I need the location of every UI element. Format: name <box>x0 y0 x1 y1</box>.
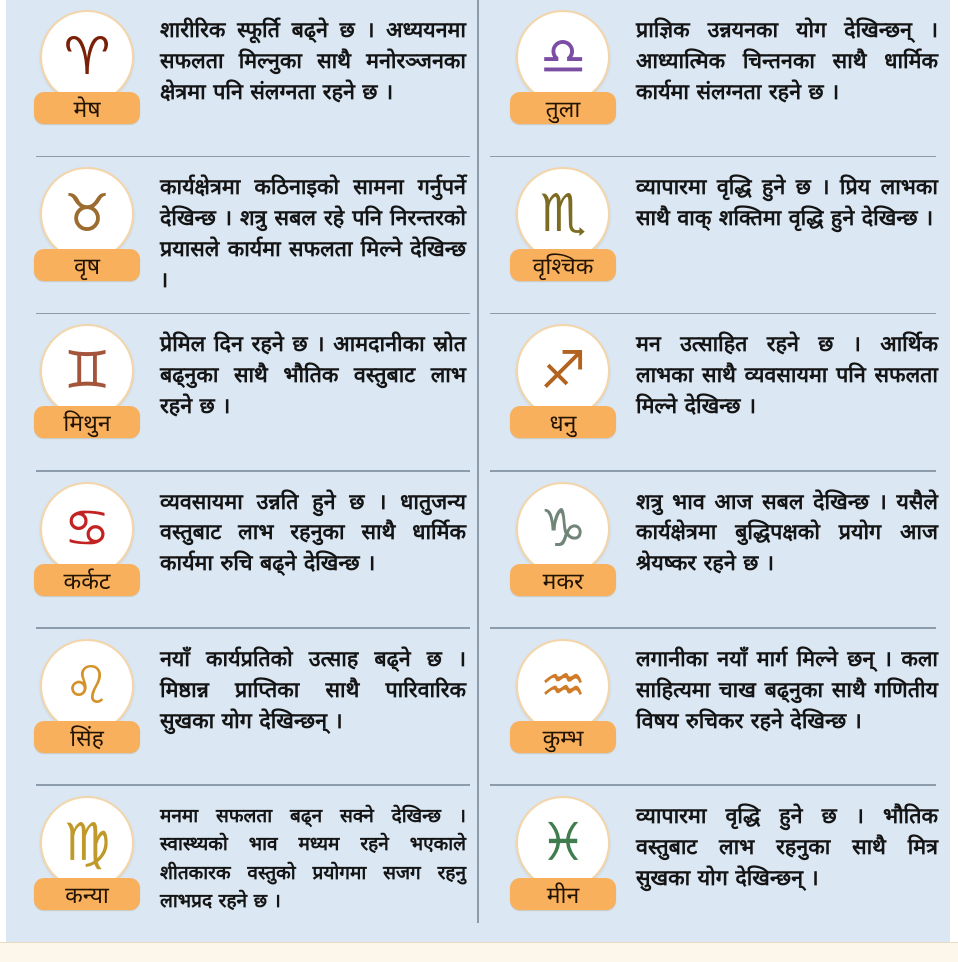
cancer-label-badge: कर्कट <box>34 564 140 596</box>
horoscope-grid <box>6 0 950 943</box>
sign-cell-leo <box>6 629 478 786</box>
sign-cell-virgo <box>6 786 478 943</box>
virgo-icon: ♍ <box>63 812 111 873</box>
virgo-icon-circle <box>40 796 134 890</box>
gemini-sign-block <box>28 324 146 438</box>
footer-strip <box>0 942 958 962</box>
sign-cell-libra <box>478 0 950 157</box>
leo-description: नयाँ कार्यप्रतिको उत्साह बढ्ने छ । मिष्ठान्न प्राप्तिका साथै पारिवारिक सुखका योग देखिन्छन् । <box>160 646 466 734</box>
leo-sign-block <box>28 639 146 753</box>
scorpio-description: व्यापारमा वृद्धि हुने छ । प्रिय लाभका साथै वाक् शक्तिमा वृद्धि हुने देखिन्छ । <box>636 175 938 232</box>
aquarius-icon-circle <box>516 639 610 733</box>
scorpio-icon: ♏ <box>539 184 587 245</box>
aquarius-label-badge: कुम्भ <box>510 721 616 753</box>
aquarius-sign-block <box>504 639 622 753</box>
sign-cell-taurus <box>6 157 478 314</box>
capricorn-description: शत्रु भाव आज सबल देखिन्छ । यसैले कार्यक्षेत्रमा बुद्धिपक्षको प्रयोग आज श्रेयष्कर रहने छ । <box>636 489 938 577</box>
sign-cell-pisces <box>478 786 950 943</box>
sign-cell-gemini <box>6 314 478 471</box>
capricorn-label-badge: मकर <box>510 564 616 596</box>
sagittarius-description: मन उत्साहित रहने छ । आर्थिक लाभका साथै व्यवसायमा पनि सफलता मिल्ने देखिन्छ । <box>636 332 938 420</box>
sign-cell-cancer <box>6 472 478 629</box>
pisces-icon: ♓ <box>539 812 587 873</box>
virgo-description: मनमा सफलता बढ्न सक्ने देखिन्छ । स्वास्थ्यको भाव मध्यम रहने भएकाले शीतकारक वस्तुको प्रयोगमा सजग रहनु लाभप्रद रहने छ । <box>160 804 466 913</box>
capricorn-sign-block <box>504 482 622 596</box>
leo-label-badge: सिंह <box>34 721 140 753</box>
sign-cell-aquarius <box>478 629 950 786</box>
aries-description: शारीरिक स्फूर्ति बढ्ने छ । अध्ययनमा सफलता मिल्नुका साथै मनोरञ्जनका क्षेत्रमा पनि संलग्नता रहने छ । <box>160 18 466 105</box>
aquarius-icon: ♒ <box>539 655 587 716</box>
cancer-icon-circle <box>40 482 134 576</box>
aries-icon-circle <box>40 10 134 104</box>
pisces-label-badge: मीन <box>510 878 616 910</box>
virgo-sign-block <box>28 796 146 910</box>
virgo-label-badge: कन्या <box>34 878 140 910</box>
gemini-description: प्रेमिल दिन रहने छ । आमदानीका स्रोत बढ्नुका साथै भौतिक वस्तुबाट लाभ रहने छ । <box>160 332 466 420</box>
aquarius-description: लगानीका नयाँ मार्ग मिल्ने छन् । कला साहित्यमा चाख बढ्नुका साथै गणितीय विषय रुचिकर रहने देखिन्छ । <box>636 646 938 734</box>
sign-cell-sagittarius <box>478 314 950 471</box>
taurus-sign-block <box>28 167 146 281</box>
taurus-description: कार्यक्षेत्रमा कठिनाइको सामना गर्नुपर्ने देखिन्छ । शत्रु सबल रहे पनि निरन्तरको प्रयासले कार्यमा सफलता मिल्ने देखिन्छ । <box>160 175 466 294</box>
pisces-sign-block <box>504 796 622 910</box>
libra-icon: ♎ <box>539 27 587 87</box>
taurus-icon: ♉ <box>63 184 111 245</box>
sign-cell-scorpio <box>478 157 950 314</box>
sagittarius-sign-block <box>504 324 622 438</box>
taurus-icon-circle <box>40 167 134 261</box>
libra-icon-circle <box>516 10 610 104</box>
aries-label-badge: मेष <box>34 92 140 124</box>
sign-cell-capricorn <box>478 472 950 629</box>
aries-sign-block <box>28 10 146 124</box>
cancer-icon: ♋ <box>63 498 111 559</box>
taurus-label-badge: वृष <box>34 249 140 281</box>
scorpio-icon-circle <box>516 167 610 261</box>
libra-label-badge: तुला <box>510 92 616 124</box>
sign-cell-aries <box>6 0 478 157</box>
sagittarius-icon: ♐ <box>539 341 587 402</box>
pisces-icon-circle <box>516 796 610 890</box>
column-divider <box>477 0 479 923</box>
capricorn-icon-circle <box>516 482 610 576</box>
sagittarius-label-badge: धनु <box>510 406 616 438</box>
cancer-description: व्यवसायमा उन्नति हुने छ । धातुजन्य वस्तुबाट लाभ रहनुका साथै धार्मिक कार्यमा रुचि बढ्ने देखिन्छ । <box>160 489 466 577</box>
aries-icon: ♈ <box>63 27 111 87</box>
scorpio-sign-block <box>504 167 622 281</box>
gemini-icon: ♊ <box>63 341 111 402</box>
leo-icon: ♌ <box>63 655 111 716</box>
gemini-icon-circle <box>40 324 134 418</box>
leo-icon-circle <box>40 639 134 733</box>
sagittarius-icon-circle <box>516 324 610 418</box>
libra-description: प्राज्ञिक उन्नयनका योग देखिन्छन् । आध्यात्मिक चिन्तनका साथै धार्मिक कार्यमा संलग्नता रहने छ । <box>636 18 938 105</box>
libra-sign-block <box>504 10 622 124</box>
gemini-label-badge: मिथुन <box>34 406 140 438</box>
pisces-description: व्यापारमा वृद्धि हुने छ । भौतिक वस्तुबाट लाभ रहनुका साथै मित्र सुखका योग देखिन्छन् । <box>636 803 938 891</box>
cancer-sign-block <box>28 482 146 596</box>
capricorn-icon: ♑ <box>539 498 587 559</box>
scorpio-label-badge: वृश्चिक <box>510 249 616 281</box>
